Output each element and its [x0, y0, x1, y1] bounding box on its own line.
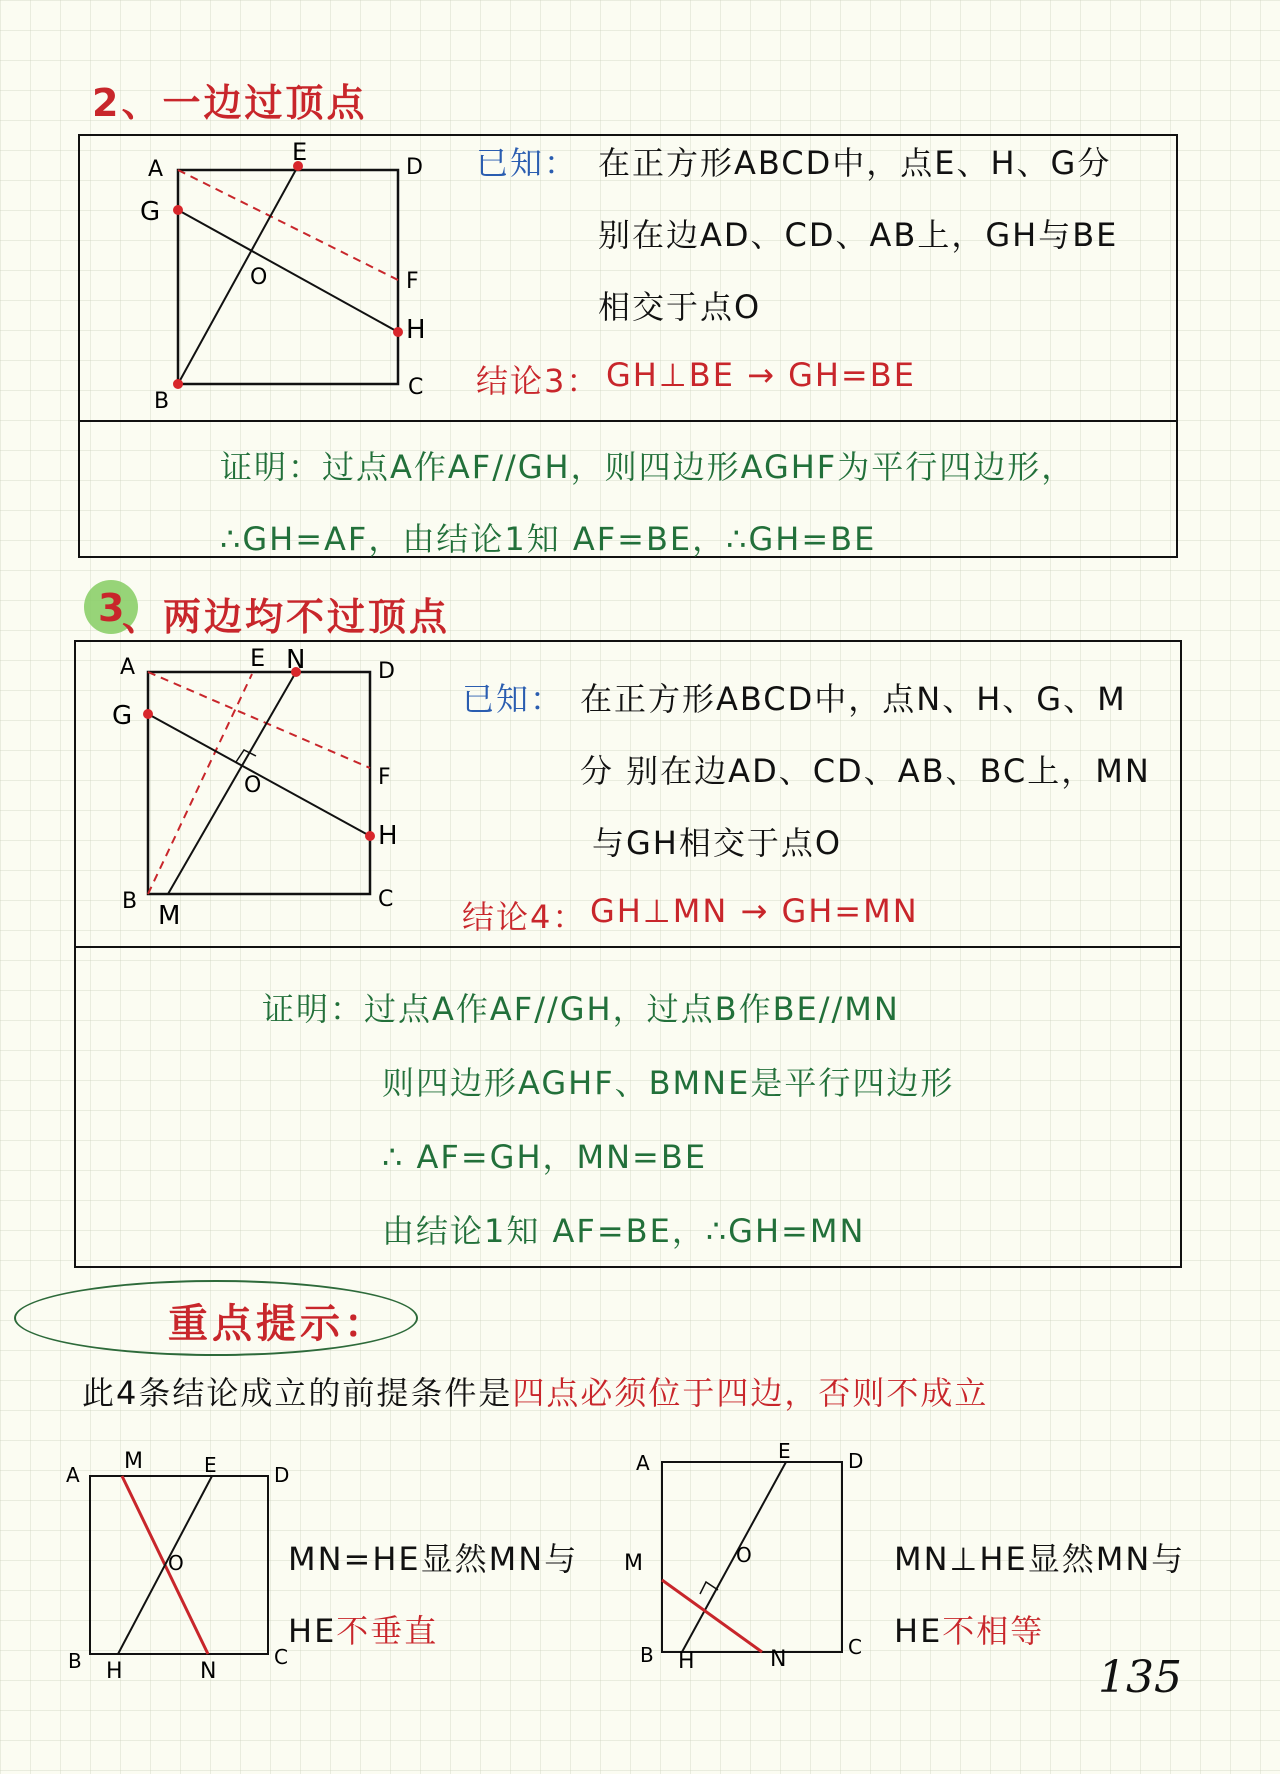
label-C: C — [378, 887, 394, 912]
section3-known-line3: 与GH相交于点O — [592, 824, 843, 862]
label-O: O — [168, 1551, 184, 1575]
section3-proof-line2: 则四边形AGHF、BMNE是平行四边形 — [382, 1064, 955, 1102]
segment-HE — [682, 1462, 786, 1652]
section3-proof-line4: 由结论1知 AF=BE，∴GH=MN — [382, 1212, 866, 1250]
label-E: E — [250, 644, 266, 672]
label-M: M — [158, 901, 181, 931]
section2-known-line1: 在正方形ABCD中，点E、H、G分 — [598, 144, 1112, 182]
tips-left-caption-line1: MN=HE显然MN与 — [288, 1540, 579, 1578]
segment-MN — [168, 672, 296, 894]
label-G: G — [112, 701, 133, 731]
section3-conclusion-label: 结论4： — [462, 898, 587, 936]
tips-title: 重点提示： — [168, 1301, 388, 1347]
point-H — [393, 327, 403, 337]
label-D: D — [848, 1449, 864, 1473]
label-A: A — [148, 157, 164, 182]
label-B: B — [122, 889, 138, 914]
label-E: E — [292, 138, 308, 166]
tips-statement — [82, 1368, 988, 1414]
tips-right-caption-highlight: 不相等 — [942, 1612, 1045, 1650]
page-number: 135 — [1098, 1652, 1182, 1703]
section2-known-line2: 别在边AD、CD、AB上，GH与BE — [598, 216, 1119, 254]
section2-conclusion-label: 结论3： — [476, 362, 601, 400]
label-B: B — [640, 1643, 654, 1667]
section3-badge-number: 3 — [98, 586, 128, 630]
section2-figure — [130, 138, 460, 418]
label-N: N — [770, 1647, 787, 1672]
section3-figure — [110, 644, 430, 944]
section2-divider — [78, 420, 1178, 422]
label-O: O — [250, 265, 268, 290]
tips-left-figure — [56, 1446, 296, 1686]
section3-divider — [74, 946, 1182, 948]
section2-proof-line2: ∴GH=AF，由结论1知 AF=BE，∴GH=BE — [220, 520, 877, 558]
point-G — [143, 709, 153, 719]
tips-left-caption-highlight: 不垂直 — [336, 1612, 439, 1650]
section3-known-line2: 分 别在边AD、CD、AB、BC上，MN — [580, 752, 1151, 790]
label-G: G — [140, 197, 161, 227]
label-E: E — [778, 1440, 791, 1463]
section3-proof-line1: 证明：过点A作AF//GH，过点B作BE//MN — [262, 990, 900, 1028]
tips-right-caption-line2 — [894, 1606, 1044, 1652]
segment-HE — [118, 1476, 212, 1654]
section3-known-label: 已知： — [462, 680, 565, 718]
label-D: D — [274, 1463, 290, 1487]
section3-proof-line3: ∴ AF=GH，MN=BE — [382, 1138, 708, 1176]
label-H: H — [378, 821, 398, 851]
label-H: H — [406, 315, 426, 345]
dashed-AF — [178, 170, 398, 280]
section2-heading: 2、一边过顶点 — [92, 81, 368, 125]
segment-BE — [178, 166, 298, 384]
label-M: M — [624, 1551, 643, 1576]
label-C: C — [848, 1635, 862, 1659]
label-O: O — [244, 773, 262, 798]
section3-conclusion-text: GH⊥MN → GH=MN — [590, 892, 919, 930]
segment-MN — [662, 1580, 762, 1652]
label-M: M — [124, 1449, 143, 1474]
label-C: C — [408, 375, 424, 400]
label-N: N — [286, 645, 306, 675]
label-D: D — [378, 659, 395, 684]
section3-heading: 、两边均不过顶点 — [122, 595, 451, 639]
label-N: N — [200, 1659, 217, 1684]
square — [178, 170, 398, 384]
point-B — [173, 379, 183, 389]
square — [662, 1462, 842, 1652]
label-C: C — [274, 1645, 288, 1669]
tips-statement-prefix: 此4条结论成立的前提条件是 — [82, 1374, 513, 1412]
point-H — [365, 831, 375, 841]
tips-statement-highlight: 四点必须位于四边，否则不成立 — [512, 1374, 989, 1412]
section2-known-label: 已知： — [476, 144, 579, 182]
tips-left-caption-line2 — [288, 1606, 438, 1652]
label-D: D — [406, 155, 423, 180]
tips-right-caption-prefix: HE — [894, 1612, 943, 1650]
label-A: A — [120, 655, 136, 680]
tips-right-figure — [618, 1440, 878, 1676]
tips-left-caption-prefix: HE — [288, 1612, 337, 1650]
tips-right-caption-line1: MN⊥HE显然MN与 — [894, 1540, 1186, 1578]
label-F: F — [378, 765, 391, 790]
label-H: H — [678, 1649, 695, 1674]
label-A: A — [66, 1463, 80, 1487]
segment-GH — [178, 210, 398, 332]
label-A: A — [636, 1451, 650, 1475]
label-F: F — [406, 269, 419, 294]
label-B: B — [154, 389, 170, 414]
label-E: E — [204, 1453, 217, 1477]
section2-known-line3: 相交于点O — [598, 288, 762, 326]
dashed-AF — [148, 672, 370, 768]
label-O: O — [736, 1543, 752, 1567]
dashed-BE — [148, 674, 252, 894]
section3-known-line1: 在正方形ABCD中，点N、H、G、M — [580, 680, 1127, 718]
label-B: B — [68, 1649, 82, 1673]
section2-proof-line1: 证明：过点A作AF//GH，则四边形AGHF为平行四边形， — [220, 448, 1076, 486]
section2-conclusion-text: GH⊥BE → GH=BE — [606, 356, 916, 394]
point-G — [173, 205, 183, 215]
label-H: H — [106, 1659, 123, 1684]
